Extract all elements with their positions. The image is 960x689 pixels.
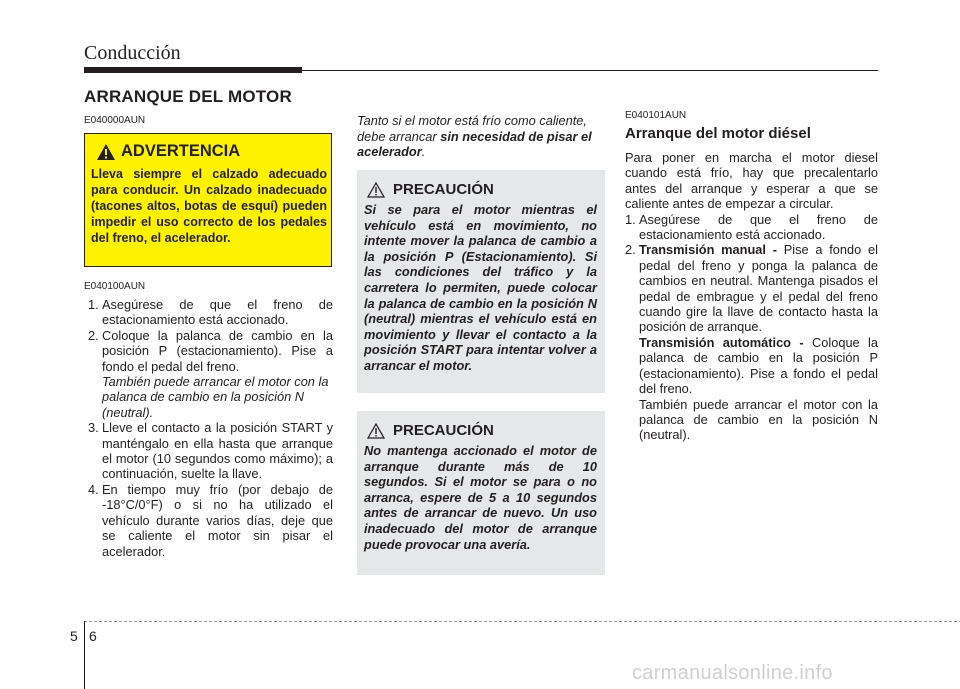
step-text — [639, 242, 878, 334]
warning-triangle-icon — [97, 144, 115, 160]
step-text: Lleve el contacto a la posición START y manténgalo en ella hasta que arranque el motor (10 segundos como máximo); a continuación, suelte la llave. — [102, 420, 333, 482]
section-code: E040000AUN — [84, 115, 146, 126]
step-text: En tiempo muy frío (por debajo de -18°C/0°F) o si no ha utilizado el vehículo durante varios días, deje que se caliente el motor sin pisar el acelerador. — [102, 481, 333, 559]
section-title: ARRANQUE DEL MOTOR — [84, 87, 292, 106]
manual-text: Pise a fondo el pedal del freno y ponga la palanca de cambios en neutral. Mantenga pisados el pedal de embrague y el pedal del freno cuando gire la llave de contacto hasta la posición de arranque. — [639, 242, 878, 335]
list-item — [88, 297, 333, 328]
warning-box — [84, 133, 332, 267]
step-text: Coloque la palanca de cambio en la posición P (estacionamiento). Pise a fondo el pedal del freno. — [102, 327, 333, 374]
caution-text: Si se para el motor mientras el vehículo está en movimiento, no intente mover la palanca de cambio a la posición P (Estacionamiento). Si las condiciones del tráfico y la carretera lo permiten, puede colocar la palanca de cambio en la posición N (neutral) mientras el vehículo está en movimiento y llevar el contacto a la posición START para intentar volver a arrancar el motor. — [364, 202, 597, 373]
caution-triangle-icon — [367, 423, 385, 439]
step-number: 2. — [88, 327, 99, 343]
page-section-number: 5 — [70, 628, 78, 644]
footer-separator — [84, 621, 85, 689]
step-text: Asegúrese de que el freno de estacionamiento está accionado. — [639, 211, 878, 243]
section-code: E040100AUN — [84, 281, 146, 292]
intro-end: . — [421, 144, 426, 159]
auto-label: Transmisión automático - — [639, 334, 804, 350]
step-number: 2. — [625, 242, 636, 258]
caution-title: PRECAUCIÓN — [393, 422, 494, 439]
auto-paragraph — [625, 335, 878, 397]
intro-text: Tanto si el motor está frío como caliente, debe arrancar — [357, 113, 587, 144]
subsection-heading: Arranque del motor diésel — [625, 125, 811, 142]
list-item — [625, 212, 878, 243]
diesel-section — [625, 150, 878, 443]
step-number: 1. — [625, 211, 636, 227]
watermark: carmanualsonline.info — [632, 662, 833, 684]
header-rule — [302, 70, 878, 71]
caution-triangle-icon — [367, 182, 385, 198]
step-text: Asegúrese de que el freno de estacionamiento está accionado. — [102, 297, 333, 328]
auto-text: Coloque la palanca de cambio en la posición P (estacionamiento). Pise a fondo el pedal del freno. — [639, 334, 878, 397]
header-title: Conducción — [84, 42, 181, 64]
step-number: 3. — [88, 420, 99, 436]
step-note: También puede arrancar el motor con la palanca de cambio en la posición N (neutral). — [102, 374, 329, 420]
caution-title: PRECAUCIÓN — [393, 181, 494, 198]
list-item — [88, 420, 333, 482]
page-number: 6 — [89, 628, 97, 644]
caution-text: No mantenga accionado el motor de arranque durante más de 10 segundos. Si el motor se para o no arranca, espere de 5 a 10 segundos antes de arrancar de nuevo. Un uso inadecuado del motor de arranque puede provocar una avería. — [364, 443, 597, 552]
warning-text: Lleva siempre el calzado adecuado para conducir. Un calzado inadecuado (tacones altos, botas de esquí) pueden impedir el uso correcto de los pedales del freno, el acelerador. — [91, 167, 327, 245]
footer-rule — [84, 621, 960, 622]
auto-note: También puede arrancar el motor con la palanca de cambio en la posición N (neutral). — [639, 396, 878, 443]
diesel-intro: Para poner en marcha el motor diesel cuando está frío, hay que precalentarlo antes del arranque y esperar a que se caliente antes de empezar a circular. — [625, 150, 878, 212]
caution-box-2 — [357, 411, 605, 575]
list-item — [88, 328, 333, 374]
step-number: 4. — [88, 481, 99, 497]
section-code: E040101AUN — [625, 110, 687, 121]
intro-emphasis: sin necesidad de pisar el acelerador — [357, 128, 592, 159]
intro-paragraph — [357, 113, 605, 160]
header-bar — [84, 67, 302, 73]
steps-list — [88, 297, 333, 559]
list-item — [88, 482, 333, 559]
step-number: 1. — [88, 297, 99, 312]
warning-title: ADVERTENCIA — [121, 142, 241, 160]
list-item — [625, 242, 878, 334]
caution-box-1 — [357, 170, 605, 393]
manual-label: Transmisión manual - — [639, 242, 777, 258]
